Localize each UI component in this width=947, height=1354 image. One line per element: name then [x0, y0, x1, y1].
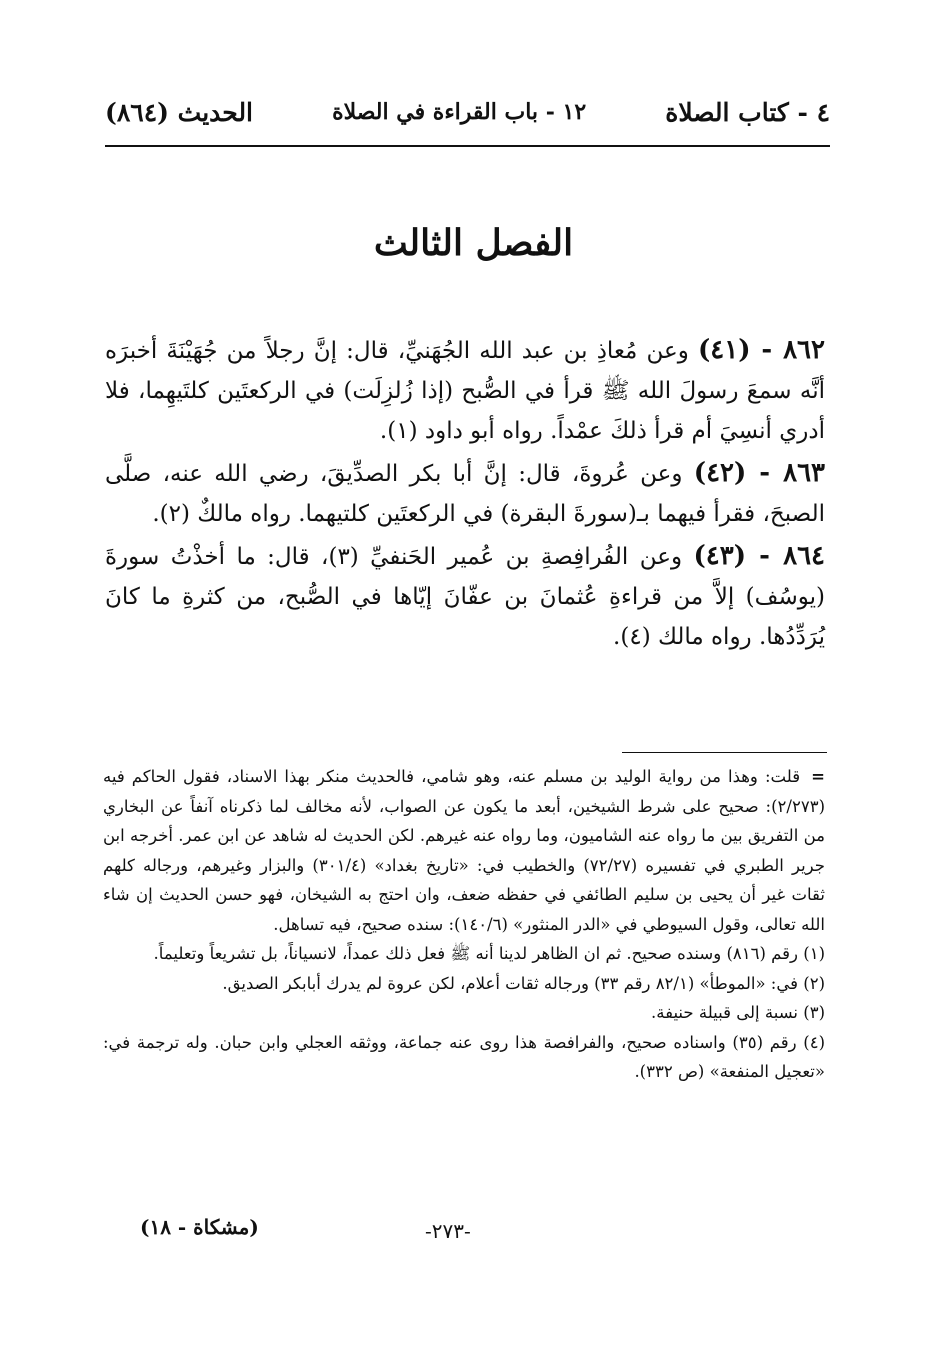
continuation-mark: = [811, 767, 825, 786]
header-divider [105, 145, 830, 147]
footnote-continuation [103, 762, 825, 939]
signature-mark: (مشكاة - ١٨) [140, 1215, 259, 1239]
hadith-text: وعن عُروةَ، قال: إنَّ أبا بكر الصدِّيقَ، رضي الله عنه، صلَّى الصبحَ، فقرأ فيهما بـ(سورةَ البقرة) في الركعتَين كلتيهما. رواه مالكٌ (٢). [105, 461, 825, 527]
header-chapter-title: ١٢ - باب القراءة في الصلاة [332, 99, 587, 125]
hadith-text: وعن الفُرافِصةِ بن عُمير الحَنفيِّ (٣)، قال: ما أخذْتُ سورةَ (يوسُف) إلاَّ من قراءةِ عُثمانَ بن عفّانَ إيّاها في الصُّبح، من كثرةِ ما كانَ يُرَدِّدُها. رواه مالك (٤). [105, 544, 825, 650]
footnote-3: (٣) نسبة إلى قبيلة حنيفة. [651, 1003, 825, 1022]
hadith-number: ٨٦٢ - (٤١) [697, 335, 825, 365]
header-hadith-number: الحديث (٨٦٤) [105, 97, 254, 127]
page-footer [140, 1215, 740, 1251]
hadith-number: ٨٦٤ - (٤٣) [693, 541, 826, 571]
footnotes [103, 762, 825, 1087]
hadith-list [105, 330, 825, 659]
footnote-1: (١) رقم (٨١٦) وسنده صحيح. ثم ان الظاهر لدينا أنه ﷺ فعل ذلك عمداً، لانسياناً، بل تشريعاً وتعليماً. [153, 944, 825, 963]
footnote-4: (٤) رقم (٣٥) واسناده صحيح، والفرافصة هذا روى عنه جماعة، ووثقه العجلي وابن حبان. وله ترجمة في: «تعجيل المنفعة» (ص ٣٣٢). [103, 1032, 825, 1081]
page-number: -٢٧٣- [425, 1219, 471, 1243]
hadith-862 [105, 330, 825, 451]
footnote-2: (٢) في: «الموطأ» (٨٢/١ رقم ٣٣) ورجاله ثقات أعلام، لكن عروة لم يدرك أبابكر الصديق. [222, 973, 825, 993]
footnote-text: قلت: وهذا من رواية الوليد بن مسلم عنه، وهو شامي، فالحديث منكر بهذا الاسناد، فقول الحاكم فيه (٢/٢٧٣): صحيح على شرط الشيخين، أبعد ما يكون عن الصواب، لأنه مخالف لما ذكرناه آنفاً عن البخاري من التفريق بين ما رواه عنه الشاميون، وما رواه عنه غيرهم. لكن الحديث له شاهد عن ابن عمر. أخرجه ابن جرير الطبري في تفسيره (٧٢/٢٧) والخطيب في: «تاريخ بغداد» (٣٠١/٤) والبزار وغيرهم، ورجاله كلهم ثقات غير أن يحيى بن سليم الطائفي في حفظه ضعف، وان احتج به الشيخان، فهو حسن الحديث إن شاء الله تعالى، وقول السيوطي في «الدر المنثور» (١٤٠/٦): سنده صحيح، فيه تساهل. [103, 767, 825, 934]
section-title: الفصل الثالث [373, 222, 574, 264]
hadith-863 [105, 453, 825, 534]
running-header [105, 84, 830, 140]
hadith-text: وعن مُعاذِ بن عبد الله الجُهَنيِّ، قال: إنَّ رجلاً من جُهَيْنَةَ أخبرَه أنَّه سمعَ رسولَ الله ﷺ قرأ في الصُّبح (إذا زُلزِلَت) في الركعتَين كلتَيهِما، فلا أدري أنسِيَ أم قرأ ذلكَ عمْداً. رواه أبو داود (١). [105, 338, 825, 444]
hadith-number: ٨٦٣ - (٤٢) [693, 458, 826, 488]
footnote-divider [622, 752, 827, 753]
hadith-864 [105, 536, 825, 657]
header-book-title: ٤ - كتاب الصلاة [665, 97, 830, 127]
